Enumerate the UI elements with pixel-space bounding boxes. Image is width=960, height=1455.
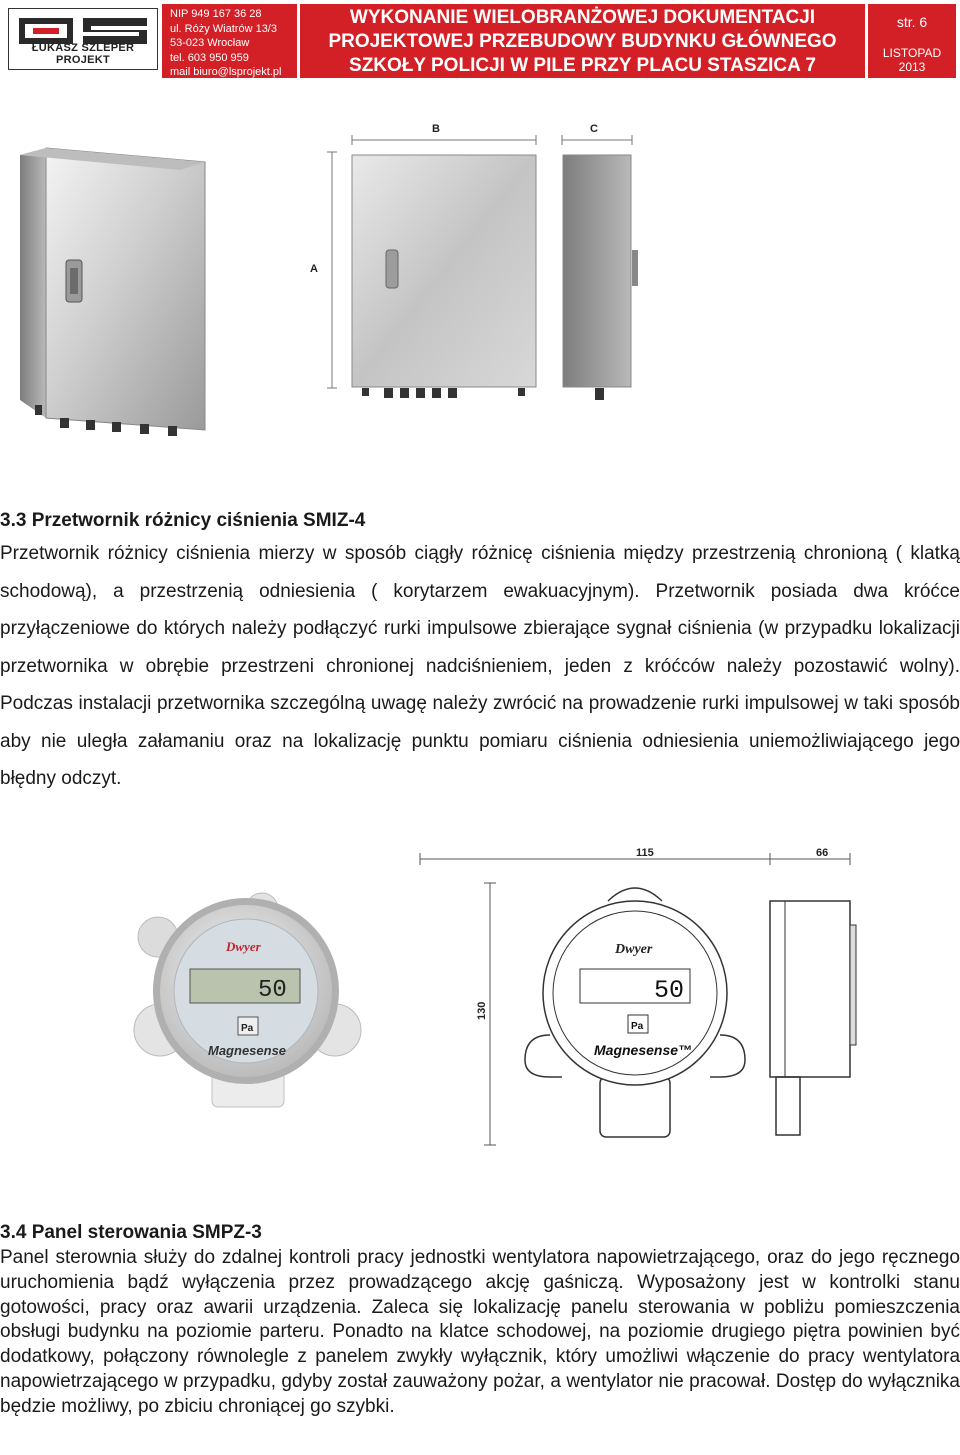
section-3-3 bbox=[0, 510, 960, 798]
drawing-product-label: Magnesense™ bbox=[594, 1042, 693, 1058]
dim-depth-label: 66 bbox=[816, 847, 829, 859]
paragraph-line: wentylatora napowietrzającego w przypadku, gdyby został zauważony pożar, a wentylator nie bbox=[0, 1346, 960, 1392]
contact-phone: tel. 603 950 959 bbox=[170, 51, 249, 64]
drawing-unit-label: Pa bbox=[631, 1021, 644, 1032]
enclosure-perspective bbox=[20, 148, 205, 436]
title-line-3: SZKOŁY POLICJI W PILE PRZY PLACU STASZICA 7 bbox=[349, 55, 816, 76]
contact-block bbox=[162, 4, 297, 78]
date-year: 2013 bbox=[898, 60, 926, 74]
dim-a-label: A bbox=[310, 263, 318, 275]
transmitter-photo bbox=[134, 893, 361, 1107]
title-line-2: PROJEKTOWEJ PRZEBUDOWY BUDYNKU GŁÓWNEGO bbox=[328, 31, 837, 52]
brand-label: Dwyer bbox=[226, 939, 261, 954]
company-logo bbox=[8, 8, 158, 70]
product-label: Magnesense bbox=[208, 1043, 287, 1058]
paragraph-line: chronionej nadciśnieniem, jeden z króćców należy pozostawić wolny). Podczas instalacji bbox=[0, 655, 960, 714]
unit-label: Pa bbox=[241, 1023, 254, 1034]
contact-mail: mail biuro@lsprojekt.pl bbox=[170, 66, 282, 78]
dim-b-label: B bbox=[432, 123, 440, 135]
document-title bbox=[300, 4, 865, 78]
paragraph-line: uniemożliwiającego jego błędny odczyt. bbox=[0, 730, 960, 789]
contact-nip: NIP 949 167 36 28 bbox=[170, 8, 262, 20]
date-month: LISTOPAD bbox=[882, 46, 942, 60]
transmitter-drawing-side bbox=[770, 901, 856, 1135]
paragraph-line: sposób aby nie uległa załamaniu oraz na lokalizację punktu pomiaru ciśnienia odniesienia bbox=[0, 693, 960, 752]
dim-width-label: 115 bbox=[636, 847, 654, 859]
section-3-4-heading: 3.4 Panel sterowania SMPZ-3 bbox=[0, 1222, 262, 1243]
enclosure-side-view bbox=[562, 123, 638, 400]
section-3-4 bbox=[0, 1222, 960, 1420]
paragraph-line: do jego ręcznego uruchomienia bądź wyłączenia przez prowadzącego akcję gaśniczą. bbox=[0, 1247, 960, 1293]
contact-street: ul. Róży Wiatrów 13/3 bbox=[170, 22, 277, 35]
transmitter-figure bbox=[120, 845, 880, 1150]
paragraph-line: Ponadto na klatce schodowej, na poziomie drugiego piętra powinien być dodatkowy, bbox=[0, 1321, 960, 1368]
page-number: str. 6 bbox=[896, 14, 928, 30]
dim-c-label: C bbox=[590, 123, 598, 135]
paragraph-line: Wyposażony jest w kontrolki stanu gotowości, pracy oraz awarii urządzenia. Zaleca się bbox=[0, 1271, 960, 1318]
section-3-3-heading: 3.3 Przetwornik różnicy ciśnienia SMIZ-4 bbox=[0, 510, 366, 531]
enclosure-front-view bbox=[310, 123, 536, 398]
enclosure-figure bbox=[0, 100, 960, 440]
paragraph-line: Przetwornik posiada dwa króćce przyłączeniowe do których należy podłączyć rurki impulsowe bbox=[0, 580, 960, 639]
drawing-brand-label: Dwyer bbox=[615, 942, 653, 957]
paragraph-line: lokalizację panelu sterowania w pobliżu pomieszczenia obsługi budynku na poziomie parteru. bbox=[0, 1296, 960, 1343]
paragraph-line: pracował. Dostęp do wyłącznika będzie możliwy, po zbiciu chroniącej go szybki. bbox=[0, 1370, 960, 1417]
display-value: 50 bbox=[258, 977, 287, 1004]
title-line-1: WYKONANIE WIELOBRANŻOWEJ DOKUMENTACJI bbox=[349, 7, 816, 28]
paragraph-line: połączony równolegle z panelem zwykły wyłącznik, który umożliwi włączenie do pracy bbox=[103, 1346, 855, 1368]
section-3-4-text bbox=[0, 1246, 960, 1420]
page-info bbox=[868, 4, 956, 78]
document-header bbox=[0, 0, 960, 80]
drawing-display-value: 50 bbox=[654, 976, 685, 1005]
dim-height-label: 130 bbox=[476, 1001, 488, 1020]
contact-city: 53-023 Wrocław bbox=[170, 37, 250, 49]
logo-company-name: ŁUKASZ SZLEPER PROJEKT bbox=[31, 42, 135, 66]
paragraph-line: zbierające sygnał ciśnienia (w przypadku lokalizacji przetwornika w obrębie przestrzeni bbox=[0, 618, 960, 677]
paragraph-line: Panel sterownia służy do zdalnej kontroli pracy jednostki wentylatora napowietrzającego, oraz bbox=[0, 1247, 805, 1268]
section-3-3-text bbox=[0, 535, 960, 798]
paragraph-line: przetwornika szczególną uwagę należy zwrócić na prowadzenie rurki impulsowej w taki bbox=[156, 693, 894, 714]
paragraph-line: Przetwornik różnicy ciśnienia mierzy w sposób ciągły różnicę ciśnienia między przestrzenią bbox=[0, 543, 796, 564]
paragraph-line: chronioną ( klatką schodową), a przestrzenią odniesienia ( korytarzem ewakuacyjnym). bbox=[0, 543, 960, 602]
